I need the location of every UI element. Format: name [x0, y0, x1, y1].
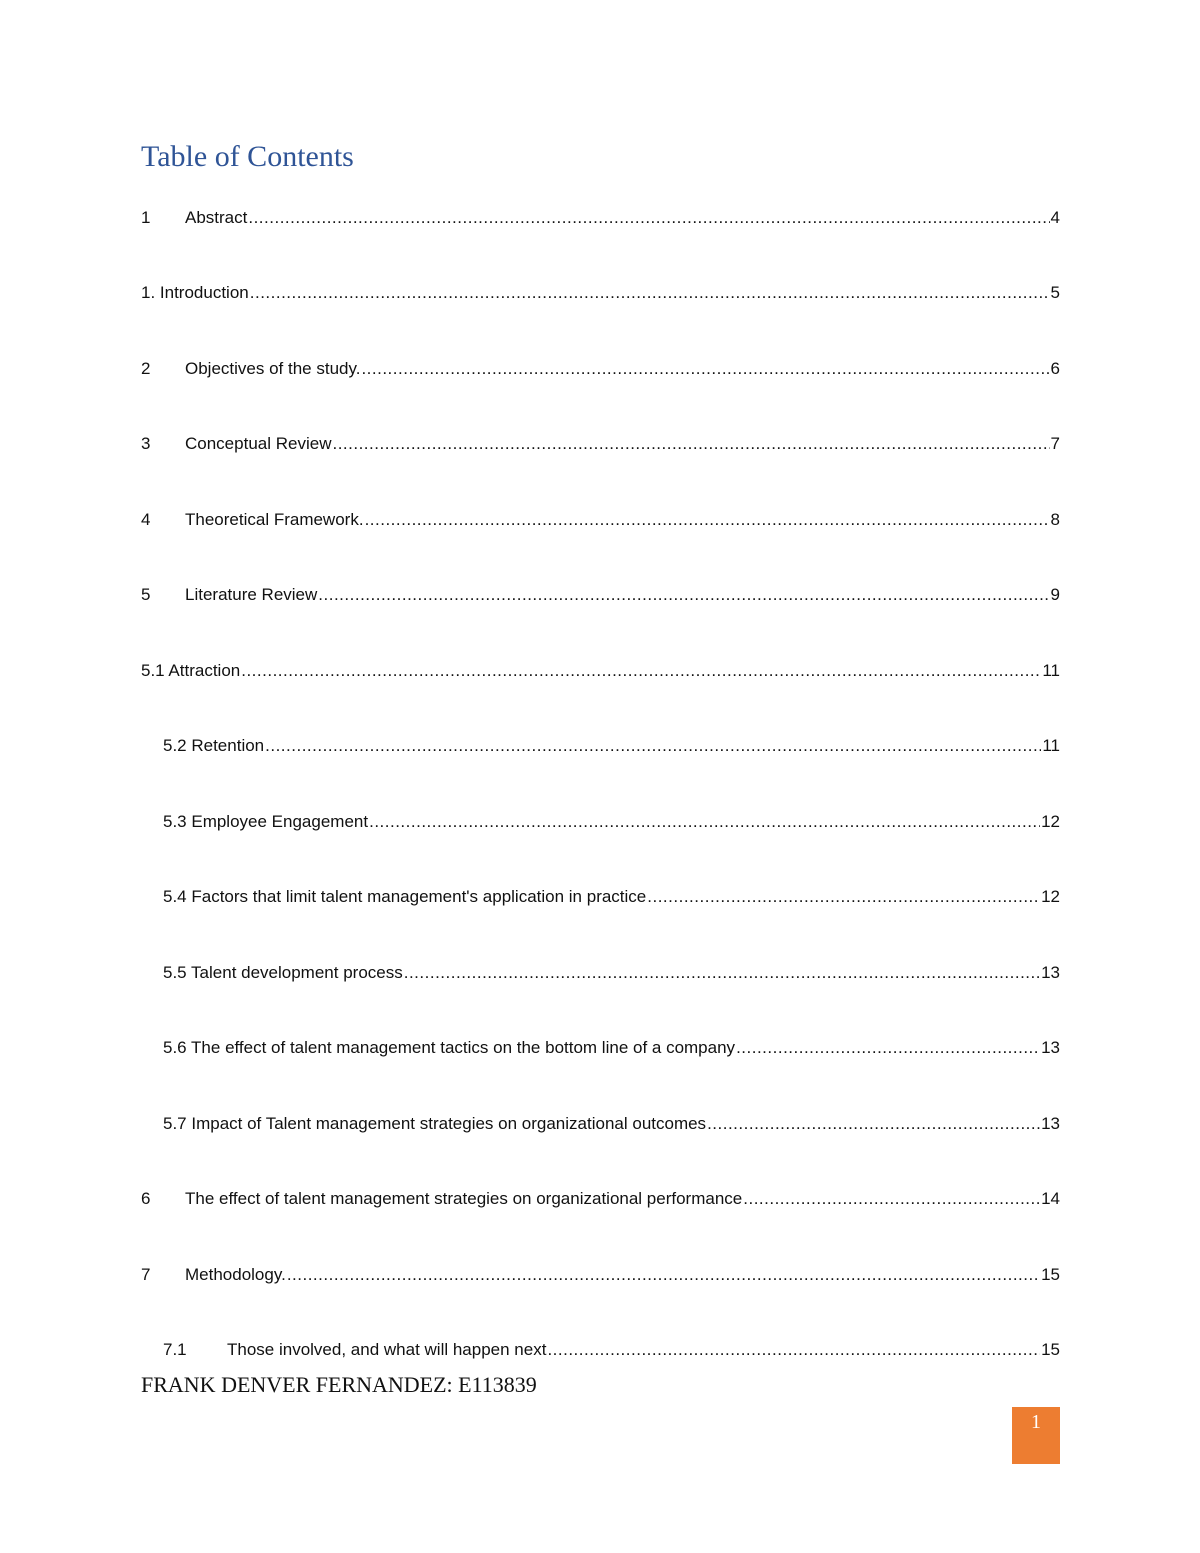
- footer-author: FRANK DENVER FERNANDEZ: E113839: [141, 1372, 537, 1397]
- toc-entry-label: 1. Introduction: [141, 283, 249, 302]
- toc-entry-label: Literature Review: [185, 585, 318, 604]
- dot-leader: [248, 208, 1049, 228]
- toc-entry-number: 6: [141, 1189, 151, 1208]
- toc-entry-label: 5.3 Employee Engagement: [163, 812, 369, 831]
- toc-entry-page: 9: [1050, 585, 1060, 604]
- toc-entry-label: Those involved, and what will happen next: [227, 1340, 547, 1359]
- toc-entry-page: 6: [1050, 359, 1060, 378]
- toc-entry-label: The effect of talent management strategies on organizational performance: [185, 1189, 743, 1208]
- toc-entry-label: 5.7 Impact of Talent management strategies on organizational outcomes: [163, 1114, 707, 1133]
- toc-entry-number: 7: [141, 1265, 151, 1284]
- toc-entry-page: 15: [1041, 1265, 1060, 1284]
- toc-entry-page: 8: [1050, 510, 1060, 529]
- toc-entry-label: Theoretical Framework.: [185, 510, 364, 529]
- dot-leader: [265, 736, 1041, 756]
- toc-entry-number: 3: [141, 434, 151, 453]
- toc-entry-page: 13: [1041, 963, 1060, 982]
- toc-entry[interactable]: [163, 812, 1060, 836]
- toc-entry[interactable]: [141, 359, 1060, 383]
- dot-leader: [250, 283, 1050, 303]
- dot-leader: [404, 963, 1040, 983]
- dot-leader: [647, 887, 1040, 907]
- toc-entry-label: 5.5 Talent development process: [163, 963, 403, 982]
- toc-entry[interactable]: [163, 1038, 1060, 1062]
- dot-leader: [547, 1340, 1040, 1360]
- toc-entry-page: 14: [1041, 1189, 1060, 1208]
- toc-entry-number: 1: [141, 208, 151, 227]
- toc-entry[interactable]: [163, 963, 1060, 987]
- toc-entry-label: 5.2 Retention: [163, 736, 265, 755]
- toc-entry-label: Conceptual Review: [185, 434, 332, 453]
- toc-entry-page: 13: [1041, 1038, 1060, 1057]
- toc-entry-page: 11: [1042, 661, 1060, 680]
- dot-leader: [365, 510, 1050, 530]
- toc-entry[interactable]: [141, 1189, 1060, 1213]
- toc-entry[interactable]: [141, 208, 1060, 232]
- toc-entry[interactable]: [163, 1340, 1060, 1364]
- toc-entry[interactable]: [141, 661, 1060, 685]
- dot-leader: [707, 1114, 1040, 1134]
- toc-entry[interactable]: [141, 510, 1060, 534]
- toc-entry-page: 4: [1050, 208, 1060, 227]
- toc-title: Table of Contents: [141, 140, 354, 173]
- dot-leader: [743, 1189, 1040, 1209]
- dot-leader: [369, 812, 1040, 832]
- toc-entry-page: 5: [1050, 283, 1060, 302]
- toc-entry-label: 5.1 Attraction: [141, 661, 241, 680]
- toc-entry-page: 11: [1042, 736, 1060, 755]
- toc-entry-page: 12: [1041, 887, 1060, 906]
- page-number-badge: 1: [1012, 1407, 1060, 1464]
- toc-entry[interactable]: [141, 283, 1060, 307]
- toc-entry[interactable]: [163, 887, 1060, 911]
- toc-entry-number: 4: [141, 510, 151, 529]
- toc-entry-label: Methodology.: [185, 1265, 286, 1284]
- toc-entry-label: 5.4 Factors that limit talent management's application in practice: [163, 887, 647, 906]
- toc-entry-label: Objectives of the study.: [185, 359, 361, 378]
- toc-entry-number: 2: [141, 359, 151, 378]
- dot-leader: [332, 434, 1049, 454]
- toc-entry-label: 5.6 The effect of talent management tactics on the bottom line of a company: [163, 1038, 736, 1057]
- toc-entry[interactable]: [141, 585, 1060, 609]
- toc-entry-number: 5: [141, 585, 151, 604]
- toc-entry[interactable]: [163, 1114, 1060, 1138]
- toc-entry-page: 12: [1041, 812, 1060, 831]
- toc-entry-page: 13: [1041, 1114, 1060, 1133]
- dot-leader: [241, 661, 1041, 681]
- toc-entry-number: 7.1: [163, 1340, 187, 1359]
- dot-leader: [736, 1038, 1040, 1058]
- dot-leader: [361, 359, 1049, 379]
- toc-entry-page: 15: [1041, 1340, 1060, 1359]
- toc-entry-page: 7: [1050, 434, 1060, 453]
- dot-leader: [318, 585, 1049, 605]
- toc-entry[interactable]: [141, 434, 1060, 458]
- toc-entry[interactable]: [141, 1265, 1060, 1289]
- toc-entry-label: Abstract: [185, 208, 248, 227]
- dot-leader: [287, 1265, 1040, 1285]
- toc-entry[interactable]: [163, 736, 1060, 760]
